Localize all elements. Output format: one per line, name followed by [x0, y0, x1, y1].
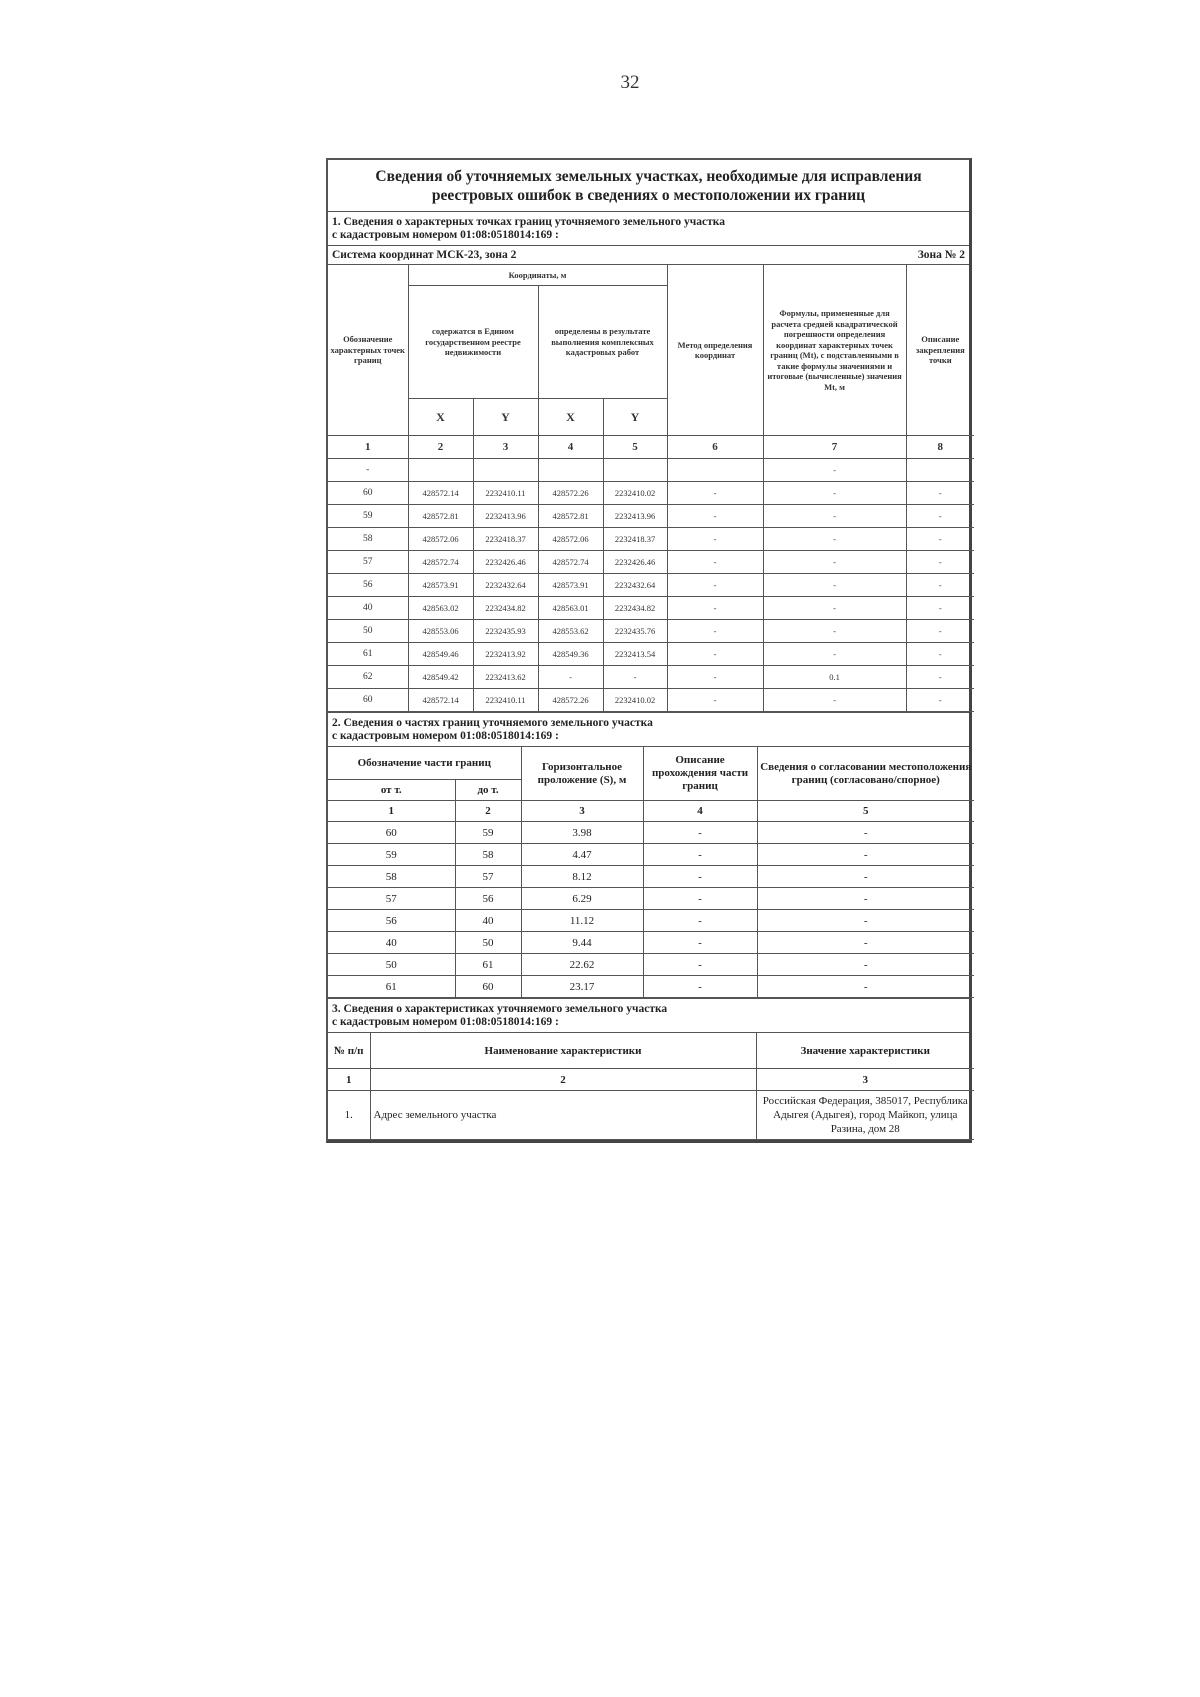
formula-mt: - [763, 643, 906, 666]
egrn-x: 428563.02 [408, 597, 473, 620]
to-point: 61 [455, 954, 521, 976]
header-char-value: Значение характеристики [756, 1033, 974, 1069]
agreement: - [757, 932, 974, 954]
characteristic-name: Адрес земельного участка [370, 1091, 756, 1140]
point-id: 58 [328, 528, 408, 551]
egrn-y: 2232418.37 [473, 528, 538, 551]
fixing-desc: - [906, 505, 974, 528]
zone-label: Зона № 2 [917, 249, 965, 261]
kkr-y: 2232418.37 [603, 528, 667, 551]
column-number: 1 [328, 801, 455, 822]
column-number: 3 [473, 436, 538, 459]
egrn-x: 428572.06 [408, 528, 473, 551]
method: - [667, 574, 763, 597]
egrn-y: 2232413.62 [473, 666, 538, 689]
formula-mt: - [763, 528, 906, 551]
header-desc: Описание закрепления точки [906, 265, 974, 436]
method: - [667, 643, 763, 666]
fixing-desc: - [906, 689, 974, 712]
to-point: 50 [455, 932, 521, 954]
point-id: 61 [328, 643, 408, 666]
formula-mt: - [763, 459, 906, 482]
pass-desc: - [643, 976, 757, 998]
point-row [328, 459, 974, 482]
kkr-y: 2232432.64 [603, 574, 667, 597]
kkr-y: 2232410.02 [603, 689, 667, 712]
header-x1: X [408, 399, 473, 436]
point-id: 57 [328, 551, 408, 574]
fixing-desc [906, 459, 974, 482]
point-id: 60 [328, 482, 408, 505]
egrn-y: 2232435.93 [473, 620, 538, 643]
horizontal-length: 23.17 [521, 976, 643, 998]
point-id: - [328, 459, 408, 482]
column-number: 5 [603, 436, 667, 459]
header-coords: Координаты, м [408, 265, 667, 286]
agreement: - [757, 954, 974, 976]
column-number-row [328, 436, 974, 459]
kkr-x: 428572.74 [538, 551, 603, 574]
egrn-x: 428573.91 [408, 574, 473, 597]
pass-desc: - [643, 866, 757, 888]
header-part: Обозначение части границ [328, 747, 521, 780]
point-row [328, 643, 974, 666]
point-id: 59 [328, 505, 408, 528]
coordinate-system: Система координат МСК-23, зона 2 [332, 249, 517, 261]
pass-desc: - [643, 954, 757, 976]
section1-heading-line1: 1. Сведения о характерных точках границ уточняемого земельного участка [332, 216, 725, 228]
characteristics-table [328, 1033, 974, 1140]
header-pass-desc: Описание прохождения части границ [643, 747, 757, 801]
egrn-y: 2232410.11 [473, 482, 538, 505]
kkr-x: 428572.26 [538, 482, 603, 505]
kkr-y: - [603, 666, 667, 689]
column-number: 4 [643, 801, 757, 822]
header-formulas: Формулы, примененные для расчета средней квадратической погрешности определения координат характерных точек границ (Mt), с подставленными в такие формулы значениями и итоговые (вычисленные) значения Mt, м [763, 265, 906, 436]
column-number: 2 [408, 436, 473, 459]
column-number: 4 [538, 436, 603, 459]
horizontal-length: 4.47 [521, 844, 643, 866]
characteristic-row [328, 1091, 974, 1140]
egrn-y: 2232410.11 [473, 689, 538, 712]
pass-desc: - [643, 932, 757, 954]
horizontal-length: 11.12 [521, 910, 643, 932]
method: - [667, 505, 763, 528]
part-row [328, 932, 974, 954]
kkr-y: 2232413.96 [603, 505, 667, 528]
header-point: Обозначение характерных точек границ [328, 265, 408, 436]
egrn-x: 428549.42 [408, 666, 473, 689]
fixing-desc: - [906, 643, 974, 666]
column-number-row [328, 1069, 974, 1091]
point-row [328, 505, 974, 528]
method: - [667, 597, 763, 620]
kkr-x: 428549.36 [538, 643, 603, 666]
agreement: - [757, 844, 974, 866]
egrn-y: 2232434.82 [473, 597, 538, 620]
section3-heading-line2: с кадастровым номером 01:08:0518014:169 : [332, 1016, 559, 1028]
kkr-x: - [538, 666, 603, 689]
formula-mt: - [763, 689, 906, 712]
fixing-desc: - [906, 528, 974, 551]
part-row [328, 844, 974, 866]
header-agreement: Сведения о согласовании местоположения границ (согласовано/спорное) [757, 747, 974, 801]
pass-desc: - [643, 822, 757, 844]
egrn-y: 2232413.92 [473, 643, 538, 666]
section1-heading-line2: с кадастровым номером 01:08:0518014:169 : [332, 229, 559, 241]
page-number: 32 [620, 72, 640, 93]
kkr-y: 2232435.76 [603, 620, 667, 643]
kkr-x: 428563.01 [538, 597, 603, 620]
point-row [328, 689, 974, 712]
part-row [328, 954, 974, 976]
part-row [328, 866, 974, 888]
from-point: 56 [328, 910, 455, 932]
kkr-y: 2232413.54 [603, 643, 667, 666]
document-title: Сведения об уточняемых земельных участках, необходимые для исправления реестровых ошибок в сведениях о местоположении их границ [328, 160, 969, 212]
section2-heading [328, 712, 969, 747]
fixing-desc: - [906, 574, 974, 597]
egrn-x [408, 459, 473, 482]
pass-desc: - [643, 888, 757, 910]
horizontal-length: 3.98 [521, 822, 643, 844]
agreement: - [757, 910, 974, 932]
document-frame [326, 158, 972, 1143]
kkr-y: 2232434.82 [603, 597, 667, 620]
header-to: до т. [455, 780, 521, 801]
from-point: 40 [328, 932, 455, 954]
method: - [667, 620, 763, 643]
part-row [328, 822, 974, 844]
header-egrn: содержатся в Едином государственном реестре недвижимости [408, 286, 538, 399]
formula-mt: - [763, 620, 906, 643]
coordinate-system-row [328, 246, 969, 265]
parts-table [328, 747, 974, 998]
fixing-desc: - [906, 597, 974, 620]
agreement: - [757, 976, 974, 998]
kkr-x: 428573.91 [538, 574, 603, 597]
from-point: 61 [328, 976, 455, 998]
header-x2: X [538, 399, 603, 436]
egrn-x: 428572.14 [408, 689, 473, 712]
point-row [328, 620, 974, 643]
column-number: 1 [328, 436, 408, 459]
part-row [328, 910, 974, 932]
point-row [328, 666, 974, 689]
point-row [328, 574, 974, 597]
to-point: 57 [455, 866, 521, 888]
kkr-x: 428572.06 [538, 528, 603, 551]
header-method: Метод определения координат [667, 265, 763, 436]
from-point: 60 [328, 822, 455, 844]
column-number: 2 [455, 801, 521, 822]
fixing-desc: - [906, 551, 974, 574]
header-num: № п/п [328, 1033, 370, 1069]
method: - [667, 666, 763, 689]
horizontal-length: 6.29 [521, 888, 643, 910]
header-kkr: определены в результате выполнения комплексных кадастровых работ [538, 286, 667, 399]
kkr-x: 428553.62 [538, 620, 603, 643]
section2-heading-line1: 2. Сведения о частях границ уточняемого земельного участка [332, 717, 653, 729]
to-point: 60 [455, 976, 521, 998]
point-id: 60 [328, 689, 408, 712]
egrn-x: 428549.46 [408, 643, 473, 666]
kkr-x: 428572.81 [538, 505, 603, 528]
egrn-y: 2232432.64 [473, 574, 538, 597]
horizontal-length: 9.44 [521, 932, 643, 954]
section2-heading-line2: с кадастровым номером 01:08:0518014:169 : [332, 730, 559, 742]
to-point: 40 [455, 910, 521, 932]
column-number: 1 [328, 1069, 370, 1091]
from-point: 59 [328, 844, 455, 866]
horizontal-length: 22.62 [521, 954, 643, 976]
column-number: 3 [521, 801, 643, 822]
pass-desc: - [643, 844, 757, 866]
kkr-y: 2232426.46 [603, 551, 667, 574]
row-number: 1. [328, 1091, 370, 1140]
kkr-y: 2232410.02 [603, 482, 667, 505]
from-point: 58 [328, 866, 455, 888]
point-row [328, 597, 974, 620]
method [667, 459, 763, 482]
fixing-desc: - [906, 666, 974, 689]
formula-mt: - [763, 551, 906, 574]
column-number: 6 [667, 436, 763, 459]
point-row [328, 528, 974, 551]
points-table [328, 265, 974, 712]
column-number-row [328, 801, 974, 822]
egrn-y [473, 459, 538, 482]
to-point: 56 [455, 888, 521, 910]
pass-desc: - [643, 910, 757, 932]
part-row [328, 976, 974, 998]
point-id: 56 [328, 574, 408, 597]
kkr-y [603, 459, 667, 482]
agreement: - [757, 888, 974, 910]
part-row [328, 888, 974, 910]
to-point: 58 [455, 844, 521, 866]
egrn-x: 428572.74 [408, 551, 473, 574]
point-id: 40 [328, 597, 408, 620]
to-point: 59 [455, 822, 521, 844]
section3-heading-line1: 3. Сведения о характеристиках уточняемого земельного участка [332, 1003, 668, 1015]
point-row [328, 482, 974, 505]
egrn-y: 2232413.96 [473, 505, 538, 528]
egrn-x: 428572.14 [408, 482, 473, 505]
fixing-desc: - [906, 620, 974, 643]
horizontal-length: 8.12 [521, 866, 643, 888]
formula-mt: - [763, 482, 906, 505]
header-y1: Y [473, 399, 538, 436]
method: - [667, 551, 763, 574]
method: - [667, 689, 763, 712]
egrn-x: 428553.06 [408, 620, 473, 643]
header-char-name: Наименование характеристики [370, 1033, 756, 1069]
column-number: 7 [763, 436, 906, 459]
formula-mt: 0.1 [763, 666, 906, 689]
method: - [667, 482, 763, 505]
column-number: 3 [756, 1069, 974, 1091]
egrn-y: 2232426.46 [473, 551, 538, 574]
point-row [328, 551, 974, 574]
header-from: от т. [328, 780, 455, 801]
fixing-desc: - [906, 482, 974, 505]
method: - [667, 528, 763, 551]
header-y2: Y [603, 399, 667, 436]
column-number: 8 [906, 436, 974, 459]
point-id: 50 [328, 620, 408, 643]
formula-mt: - [763, 597, 906, 620]
kkr-x [538, 459, 603, 482]
agreement: - [757, 866, 974, 888]
section1-heading [328, 212, 969, 246]
from-point: 50 [328, 954, 455, 976]
from-point: 57 [328, 888, 455, 910]
egrn-x: 428572.81 [408, 505, 473, 528]
agreement: - [757, 822, 974, 844]
column-number: 5 [757, 801, 974, 822]
formula-mt: - [763, 574, 906, 597]
header-length: Горизонтальное проложение (S), м [521, 747, 643, 801]
kkr-x: 428572.26 [538, 689, 603, 712]
point-id: 62 [328, 666, 408, 689]
formula-mt: - [763, 505, 906, 528]
characteristic-value: Российская Федерация, 385017, Республика Адыгея (Адыгея), город Майкоп, улица Разина, дом 28 [756, 1091, 974, 1140]
section3-heading [328, 998, 969, 1033]
column-number: 2 [370, 1069, 756, 1091]
